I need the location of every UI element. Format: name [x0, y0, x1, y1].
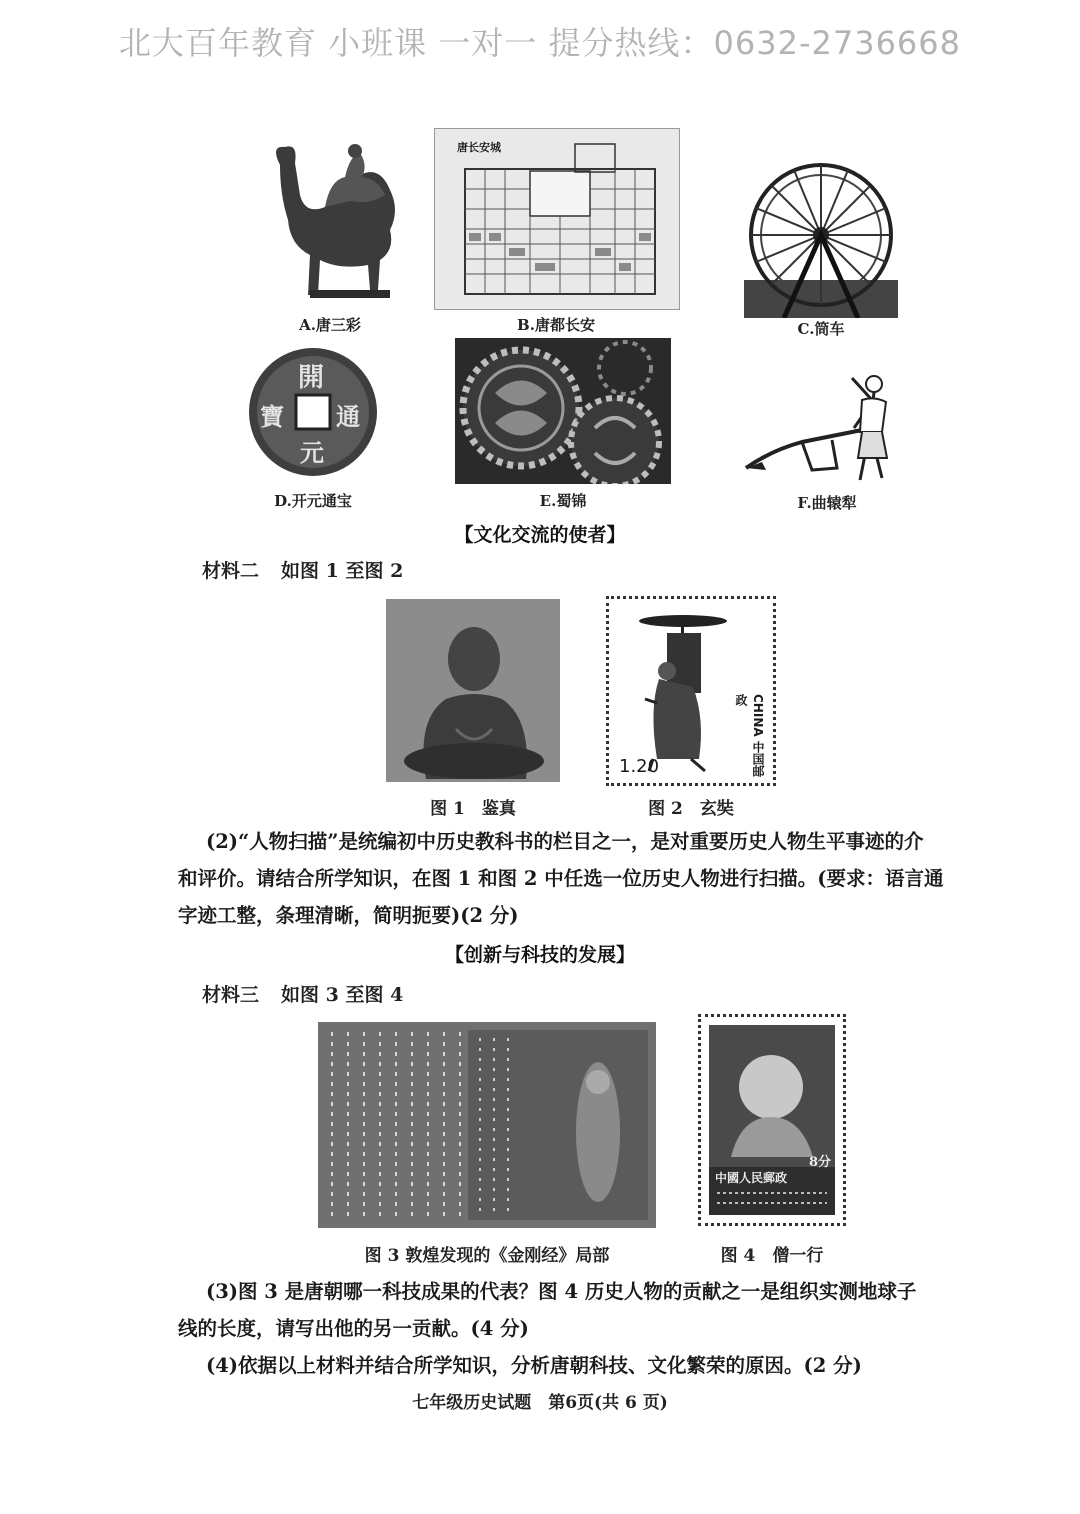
stamp-yixing-text: 中國人民郵政 — [715, 1171, 788, 1185]
question-4 — [178, 1347, 978, 1384]
material-three-label: 材料三 — [202, 984, 260, 1006]
material-three — [202, 980, 403, 1007]
caption-d: D.开元通宝 — [274, 492, 352, 510]
figure-d-kaiyuan-coin — [246, 345, 380, 479]
material-two-label: 材料二 — [202, 560, 260, 582]
material-two — [202, 556, 403, 583]
figure-f-quyuan-plough — [742, 370, 912, 490]
figure-4-yixing-stamp — [698, 1014, 846, 1226]
coin-char-top: 開 — [298, 363, 325, 393]
caption-a: A.唐三彩 — [299, 316, 361, 334]
section-title-cultural-exchange: 【文化交流的使者】 — [454, 524, 626, 546]
figure-a-tang-sancai — [250, 135, 410, 307]
coin-char-left: 寶 — [260, 402, 284, 431]
caption-b: B.唐都长安 — [517, 316, 595, 334]
figure-c-tongche-waterwheel — [744, 150, 898, 318]
coin-char-bottom: 元 — [300, 438, 324, 467]
section-title-science-innovation: 【创新与科技的发展】 — [444, 944, 635, 966]
material-two-text: 如图 1 至图 2 — [281, 560, 404, 582]
caption-figure-2: 图 2 玄奘 — [648, 799, 734, 819]
caption-c: C.筒车 — [797, 320, 845, 338]
caption-figure-3: 图 3 敦煌发现的《金刚经》局部 — [364, 1246, 610, 1266]
question-3-line-1: (3)图 3 是唐朝哪一科技成果的代表？图 4 历史人物的贡献之一是组织实测地球子 — [206, 1280, 917, 1303]
figure-2-xuanzang-stamp — [606, 596, 776, 786]
figure-b-changan-map — [434, 128, 680, 310]
coin-char-right: 通 — [336, 402, 360, 431]
question-4-line-1: (4)依据以上材料并结合所学知识，分析唐朝科技、文化繁荣的原因。(2 分) — [206, 1354, 862, 1377]
caption-f: F.曲辕犁 — [797, 494, 857, 512]
question-3 — [178, 1273, 978, 1347]
question-2-line-3: 字迹工整，条理清晰，简明扼要)(2 分) — [178, 904, 519, 927]
stamp-value-label: 1.20 — [619, 756, 660, 777]
question-3-line-2: 线的长度，请写出他的另一贡献。(4 分) — [178, 1317, 529, 1340]
caption-e: E.蜀锦 — [539, 492, 587, 510]
question-2 — [178, 823, 978, 934]
question-2-line-2: 和评价。请结合所学知识，在图 1 和图 2 中任选一位历史人物进行扫描。(要求：语言通 — [178, 867, 944, 890]
stamp-country-label: CHINA 中国邮政 — [734, 694, 765, 777]
stamp-yixing-value: 8分 — [808, 1155, 831, 1170]
caption-figure-4: 图 4 僧一行 — [720, 1246, 824, 1266]
material-three-text: 如图 3 至图 4 — [281, 984, 404, 1006]
page-footer: 七年级历史试题 第6页(共 6 页) — [412, 1393, 668, 1413]
header-watermark: 北大百年教育 小班课 一对一 提分热线：0632-2736668 — [118, 24, 962, 62]
question-2-line-1: (2)“人物扫描”是统编初中历史教科书的栏目之一，是对重要历史人物生平事迹的介 — [206, 830, 924, 853]
caption-figure-1: 图 1 鉴真 — [430, 799, 516, 819]
figure-e-shu-brocade — [455, 338, 671, 484]
map-title: 唐长安城 — [457, 141, 501, 154]
figure-3-diamond-sutra — [318, 1022, 656, 1228]
figure-1-jianzhen — [386, 599, 560, 782]
